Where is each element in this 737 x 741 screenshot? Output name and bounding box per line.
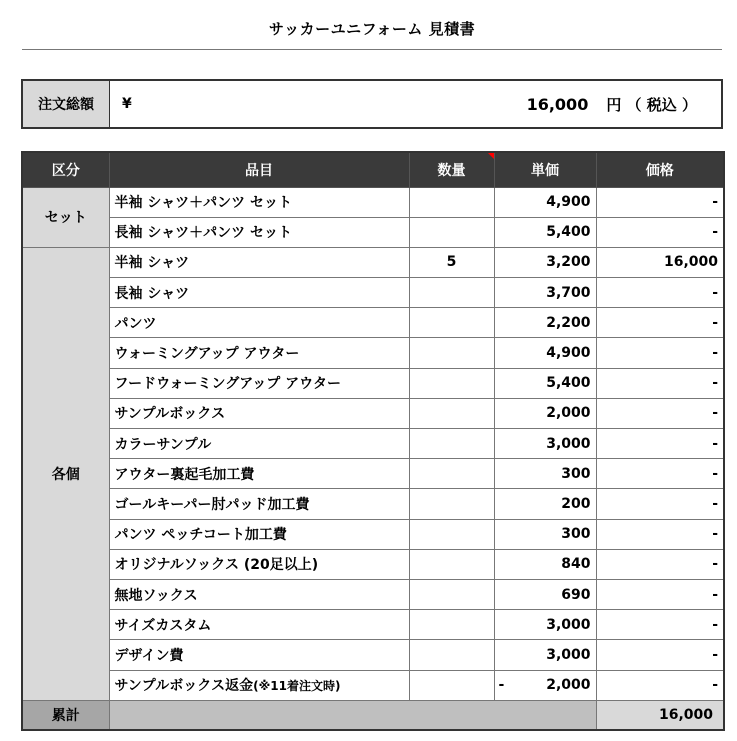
unit-price-cell: 3,000	[494, 429, 596, 459]
table-row	[22, 217, 724, 247]
unit-price-cell	[494, 670, 596, 700]
item-name: 無地ソックス	[109, 579, 409, 609]
quantity-cell[interactable]	[409, 670, 494, 700]
table-row	[22, 459, 724, 489]
table-row	[22, 519, 724, 549]
table-row	[22, 640, 724, 670]
table-row	[22, 308, 724, 338]
unit-price-cell: 690	[494, 579, 596, 609]
unit-price-cell: 4,900	[494, 187, 596, 217]
item-name: 長袖 シャツ	[109, 278, 409, 308]
table-row	[22, 579, 724, 609]
item-name: サイズカスタム	[109, 610, 409, 640]
category-individual: 各個	[22, 247, 109, 700]
item-name-note: (※11着注文時)	[253, 679, 341, 694]
price-cell: -	[596, 459, 724, 489]
category-set: セット	[22, 187, 109, 247]
price-cell: -	[596, 670, 724, 700]
table-row	[22, 489, 724, 519]
header-price: 価格	[596, 152, 724, 187]
order-total-label: 注文総額	[23, 81, 110, 127]
price-cell: -	[596, 187, 724, 217]
cumulative-value: 16,000	[596, 700, 724, 730]
item-name: パンツ	[109, 308, 409, 338]
header-category: 区分	[22, 152, 109, 187]
item-name: アウター裏起毛加工費	[109, 459, 409, 489]
quantity-cell[interactable]	[409, 338, 494, 368]
price-cell: -	[596, 338, 724, 368]
unit-price-value: 2,000	[546, 677, 591, 694]
price-cell: -	[596, 308, 724, 338]
price-cell: -	[596, 429, 724, 459]
unit-price-cell: 300	[494, 519, 596, 549]
price-cell: 16,000	[596, 247, 724, 277]
header-quantity: 数量	[409, 152, 494, 187]
item-name: サンプルボックス	[109, 398, 409, 428]
quantity-cell[interactable]	[409, 489, 494, 519]
quantity-cell[interactable]	[409, 187, 494, 217]
table-row	[22, 549, 724, 579]
unit-price-cell: 840	[494, 549, 596, 579]
item-name	[109, 670, 409, 700]
price-cell: -	[596, 640, 724, 670]
price-cell: -	[596, 519, 724, 549]
quantity-cell[interactable]	[409, 278, 494, 308]
unit-price-cell: 3,000	[494, 610, 596, 640]
item-name: フードウォーミングアップ アウター	[109, 368, 409, 398]
item-name-text: サンプルボックス返金	[114, 678, 254, 695]
order-total-value[interactable]: 16,000	[526, 94, 589, 114]
unit-price-cell: 4,900	[494, 338, 596, 368]
price-cell: -	[596, 398, 724, 428]
table-row	[22, 368, 724, 398]
price-cell: -	[596, 489, 724, 519]
unit-price-cell: 3,000	[494, 640, 596, 670]
item-name: デザイン費	[109, 640, 409, 670]
order-total-box	[21, 79, 723, 129]
table-row	[22, 670, 724, 700]
item-name: オリジナルソックス (20足以上)	[109, 549, 409, 579]
item-name: パンツ ペッチコート加工費	[109, 519, 409, 549]
item-name: 半袖 シャツ	[109, 247, 409, 277]
quantity-cell[interactable]	[409, 640, 494, 670]
quantity-cell[interactable]: 5	[409, 247, 494, 277]
unit-price-cell: 2,000	[494, 398, 596, 428]
table-row	[22, 187, 724, 217]
price-cell: -	[596, 579, 724, 609]
order-total-unit: 円 （ 税込 ）	[606, 95, 697, 114]
table-row	[22, 429, 724, 459]
header-unit-price: 単価	[494, 152, 596, 187]
quantity-cell[interactable]	[409, 519, 494, 549]
price-cell: -	[596, 368, 724, 398]
quantity-cell[interactable]	[409, 579, 494, 609]
quantity-cell[interactable]	[409, 217, 494, 247]
cumulative-row	[22, 700, 724, 730]
unit-price-cell: 200	[494, 489, 596, 519]
item-name: ウォーミングアップ アウター	[109, 338, 409, 368]
cumulative-label: 累計	[22, 700, 109, 730]
page-title: サッカーユニフォーム 見積書	[268, 20, 476, 38]
table-row	[22, 247, 724, 277]
unit-price-cell: 3,700	[494, 278, 596, 308]
minus-sign: -	[498, 677, 505, 694]
quantity-cell[interactable]	[409, 398, 494, 428]
price-cell: -	[596, 549, 724, 579]
quantity-cell[interactable]	[409, 368, 494, 398]
currency-symbol: ¥	[122, 96, 132, 112]
table-row	[22, 610, 724, 640]
item-name: カラーサンプル	[109, 429, 409, 459]
quantity-cell[interactable]	[409, 429, 494, 459]
unit-price-cell: 3,200	[494, 247, 596, 277]
quantity-cell[interactable]	[409, 308, 494, 338]
quantity-cell[interactable]	[409, 610, 494, 640]
price-cell: -	[596, 610, 724, 640]
item-name: 長袖 シャツ＋パンツ セット	[109, 217, 409, 247]
unit-price-cell: 2,200	[494, 308, 596, 338]
header-item: 品目	[109, 152, 409, 187]
item-name: ゴールキーパー肘パッド加工費	[109, 489, 409, 519]
quantity-cell[interactable]	[409, 459, 494, 489]
unit-price-cell: 300	[494, 459, 596, 489]
unit-price-cell: 5,400	[494, 217, 596, 247]
title-divider	[22, 49, 722, 50]
table-row	[22, 278, 724, 308]
price-cell: -	[596, 278, 724, 308]
price-cell: -	[596, 217, 724, 247]
table-row	[22, 398, 724, 428]
quantity-cell[interactable]	[409, 549, 494, 579]
estimate-table	[21, 151, 725, 731]
comment-indicator-icon[interactable]	[488, 153, 494, 159]
unit-price-cell: 5,400	[494, 368, 596, 398]
table-row	[22, 338, 724, 368]
table-header-row	[22, 152, 724, 187]
cumulative-spacer	[109, 700, 596, 730]
item-name: 半袖 シャツ＋パンツ セット	[109, 187, 409, 217]
